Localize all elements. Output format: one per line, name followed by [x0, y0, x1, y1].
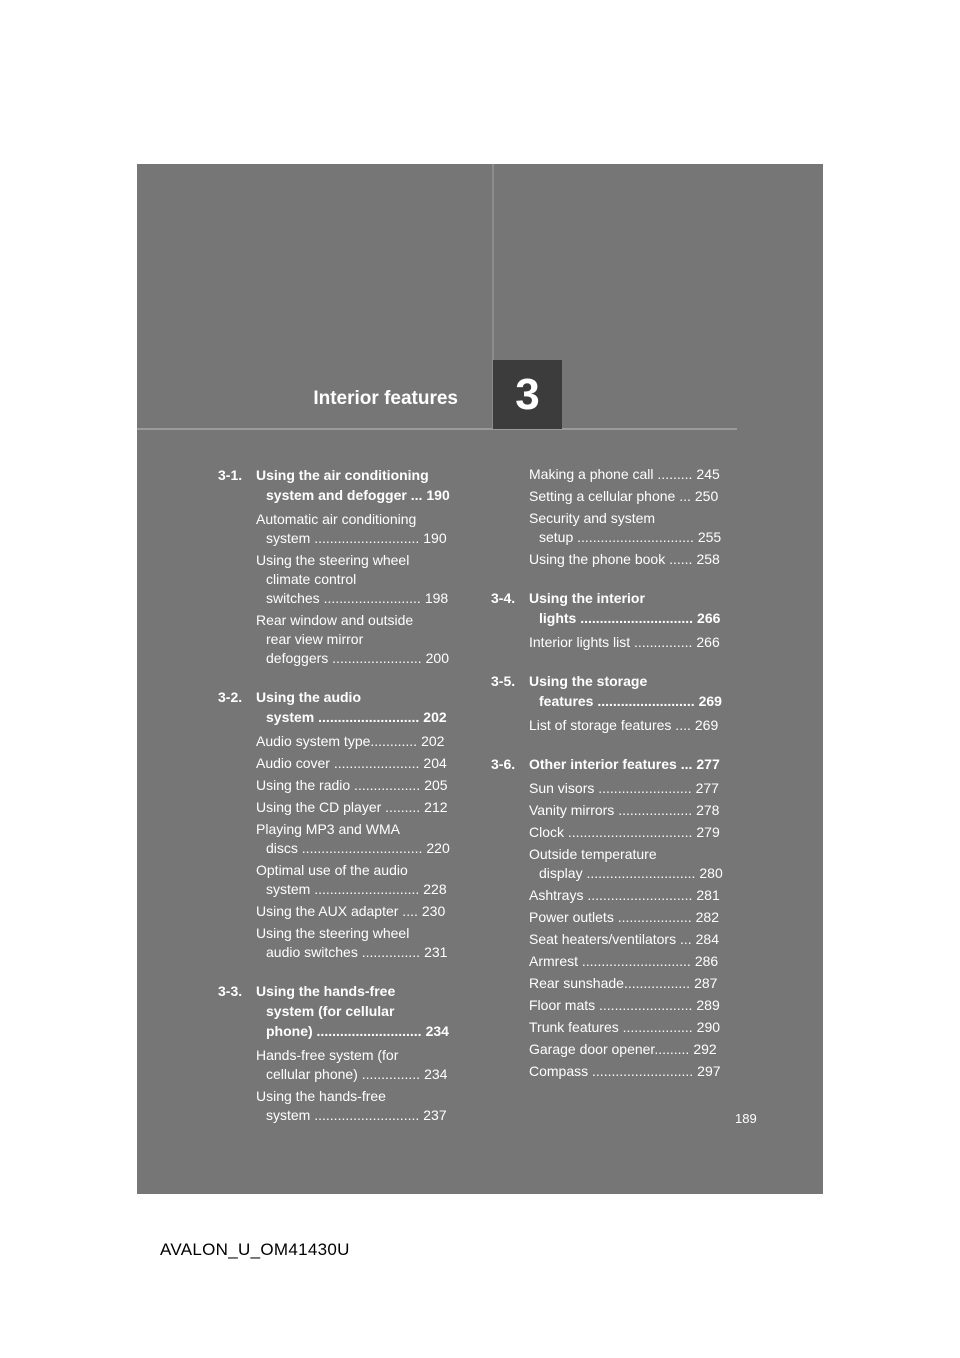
- page-ref: 220: [426, 840, 450, 856]
- toc-entry[interactable]: Automatic air conditioning system ........................... 190: [256, 511, 447, 546]
- section-title-line: system and defogger ... 190: [266, 487, 450, 503]
- toc-entry[interactable]: Ashtrays ........................... 281: [529, 887, 720, 903]
- toc-section-3-3[interactable]: 3-3. Using the hands-free system (for cellular phone) ........................... 234: [218, 983, 449, 1039]
- page-ref: 237: [423, 1107, 447, 1123]
- page-ref: 202: [423, 709, 447, 725]
- toc-entry[interactable]: Rear window and outside rear view mirror defoggers ....................... 200: [256, 612, 449, 666]
- page-ref: 205: [424, 777, 448, 793]
- chapter-number-badge: 3: [493, 360, 562, 429]
- chapter-title: Interior features: [313, 388, 458, 409]
- header-rule: [137, 428, 737, 430]
- document-code: AVALON_U_OM41430U: [160, 1240, 350, 1259]
- section-number: 3-2.: [218, 689, 243, 705]
- toc-entry[interactable]: Hands-free system (for cellular phone) ............... 234: [256, 1047, 448, 1082]
- page-ref: 228: [423, 881, 447, 897]
- toc-section-3-1[interactable]: [218, 465, 468, 505]
- page-ref: 258: [696, 551, 720, 567]
- toc-column-1: [218, 465, 468, 1125]
- page-ref: 234: [424, 1066, 448, 1082]
- toc-entry[interactable]: Clock ................................ 279: [529, 824, 720, 840]
- toc-entry[interactable]: Using the hands-free system ........................... 237: [256, 1088, 447, 1123]
- toc-entry[interactable]: Floor mats ........................ 289: [529, 997, 720, 1013]
- page-ref: 290: [696, 1019, 721, 1035]
- page-ref: 190: [426, 487, 450, 503]
- toc-section-3-5[interactable]: 3-5. Using the storage features ......................... 269: [491, 673, 722, 709]
- page-ref: 212: [424, 799, 448, 815]
- toc-entry[interactable]: Using the radio ................. 205: [256, 777, 448, 793]
- toc-entry[interactable]: Outside temperature display ............................ 280: [529, 846, 723, 881]
- page-ref: 190: [423, 530, 447, 546]
- toc-entry[interactable]: Sun visors ........................ 277: [529, 780, 719, 796]
- page-ref: 277: [696, 756, 720, 772]
- page-ref: 231: [424, 944, 448, 960]
- page-ref: 277: [695, 780, 719, 796]
- section-number: 3-1.: [218, 467, 243, 483]
- page-ref: 198: [424, 590, 449, 606]
- page-ref: 282: [695, 909, 719, 925]
- toc-entry[interactable]: Using the steering wheel audio switches ............... 231: [256, 925, 448, 960]
- page-ref: 269: [698, 693, 722, 709]
- page-ref: 280: [699, 865, 723, 881]
- page-ref: 284: [695, 931, 719, 947]
- page-ref: 250: [694, 488, 719, 504]
- toc-entry[interactable]: Playing MP3 and WMA discs ............................... 220: [256, 821, 450, 856]
- page-ref: 266: [697, 610, 721, 626]
- page-ref: 286: [694, 953, 719, 969]
- toc-entry[interactable]: Setting a cellular phone ... 250: [529, 488, 719, 504]
- toc-section-3-6[interactable]: 3-6. Other interior features ... 277: [491, 756, 720, 772]
- toc-entry[interactable]: Using the CD player ......... 212: [256, 799, 448, 815]
- section-number: 3-4.: [491, 590, 516, 606]
- toc-entry[interactable]: Trunk features .................. 290: [529, 1019, 721, 1035]
- page-ref: 234: [425, 1023, 449, 1039]
- page-ref: 287: [694, 975, 718, 991]
- toc-entry[interactable]: Using the AUX adapter .... 230: [256, 903, 446, 919]
- page-ref: 230: [421, 903, 446, 919]
- toc-entry[interactable]: Using the steering wheel climate control switches ......................... 198: [256, 552, 449, 606]
- toc-entry[interactable]: Security and system setup .............................. 255: [529, 510, 722, 545]
- page-ref: 266: [696, 634, 720, 650]
- toc-entry[interactable]: Using the phone book ...... 258: [529, 551, 720, 567]
- toc-entry[interactable]: Making a phone call ......... 245: [529, 466, 720, 482]
- page-ref: 255: [697, 529, 722, 545]
- section-number: 3-6.: [491, 756, 516, 772]
- toc-entry[interactable]: Rear sunshade................. 287: [529, 975, 718, 991]
- page-ref: 269: [694, 717, 719, 733]
- toc-entry[interactable]: Audio system type............ 202: [256, 733, 445, 749]
- toc-entry[interactable]: Armrest ............................ 286: [529, 953, 719, 969]
- page-ref: 292: [693, 1041, 717, 1057]
- page-ref: 279: [696, 824, 720, 840]
- toc-entry[interactable]: Optimal use of the audio system ........................... 228: [256, 862, 447, 897]
- toc-column-2: [491, 465, 741, 1081]
- page-ref: 281: [696, 887, 720, 903]
- page-ref: 200: [425, 650, 449, 666]
- toc-entry[interactable]: List of storage features .... 269: [529, 717, 719, 733]
- section-number: 3-3.: [218, 983, 243, 999]
- page-ref: 278: [696, 802, 720, 818]
- page-ref: 297: [697, 1063, 721, 1079]
- page-ref: 202: [421, 733, 445, 749]
- page-ref: 245: [696, 466, 720, 482]
- page-ref: 204: [423, 755, 447, 771]
- page-ref: 289: [696, 997, 720, 1013]
- toc-entry[interactable]: Compass .......................... 297: [529, 1063, 721, 1079]
- page-number: 189: [735, 1111, 757, 1126]
- toc-entry[interactable]: Vanity mirrors ................... 278: [529, 802, 720, 818]
- toc-entry[interactable]: Garage door opener......... 292: [529, 1041, 717, 1057]
- toc-section-3-2[interactable]: 3-2. Using the audio system .......................... 202: [218, 689, 447, 725]
- toc-entry[interactable]: Audio cover ...................... 204: [256, 755, 447, 771]
- toc-section-3-4[interactable]: 3-4. Using the interior lights ............................. 266: [491, 590, 721, 626]
- section-number: 3-5.: [491, 673, 516, 689]
- section-title-line: Using the air conditioning: [256, 467, 429, 483]
- toc-entry[interactable]: Power outlets ................... 282: [529, 909, 719, 925]
- toc-entry[interactable]: Interior lights list ............... 266: [529, 634, 720, 650]
- toc-entry[interactable]: Seat heaters/ventilators ... 284: [529, 931, 719, 947]
